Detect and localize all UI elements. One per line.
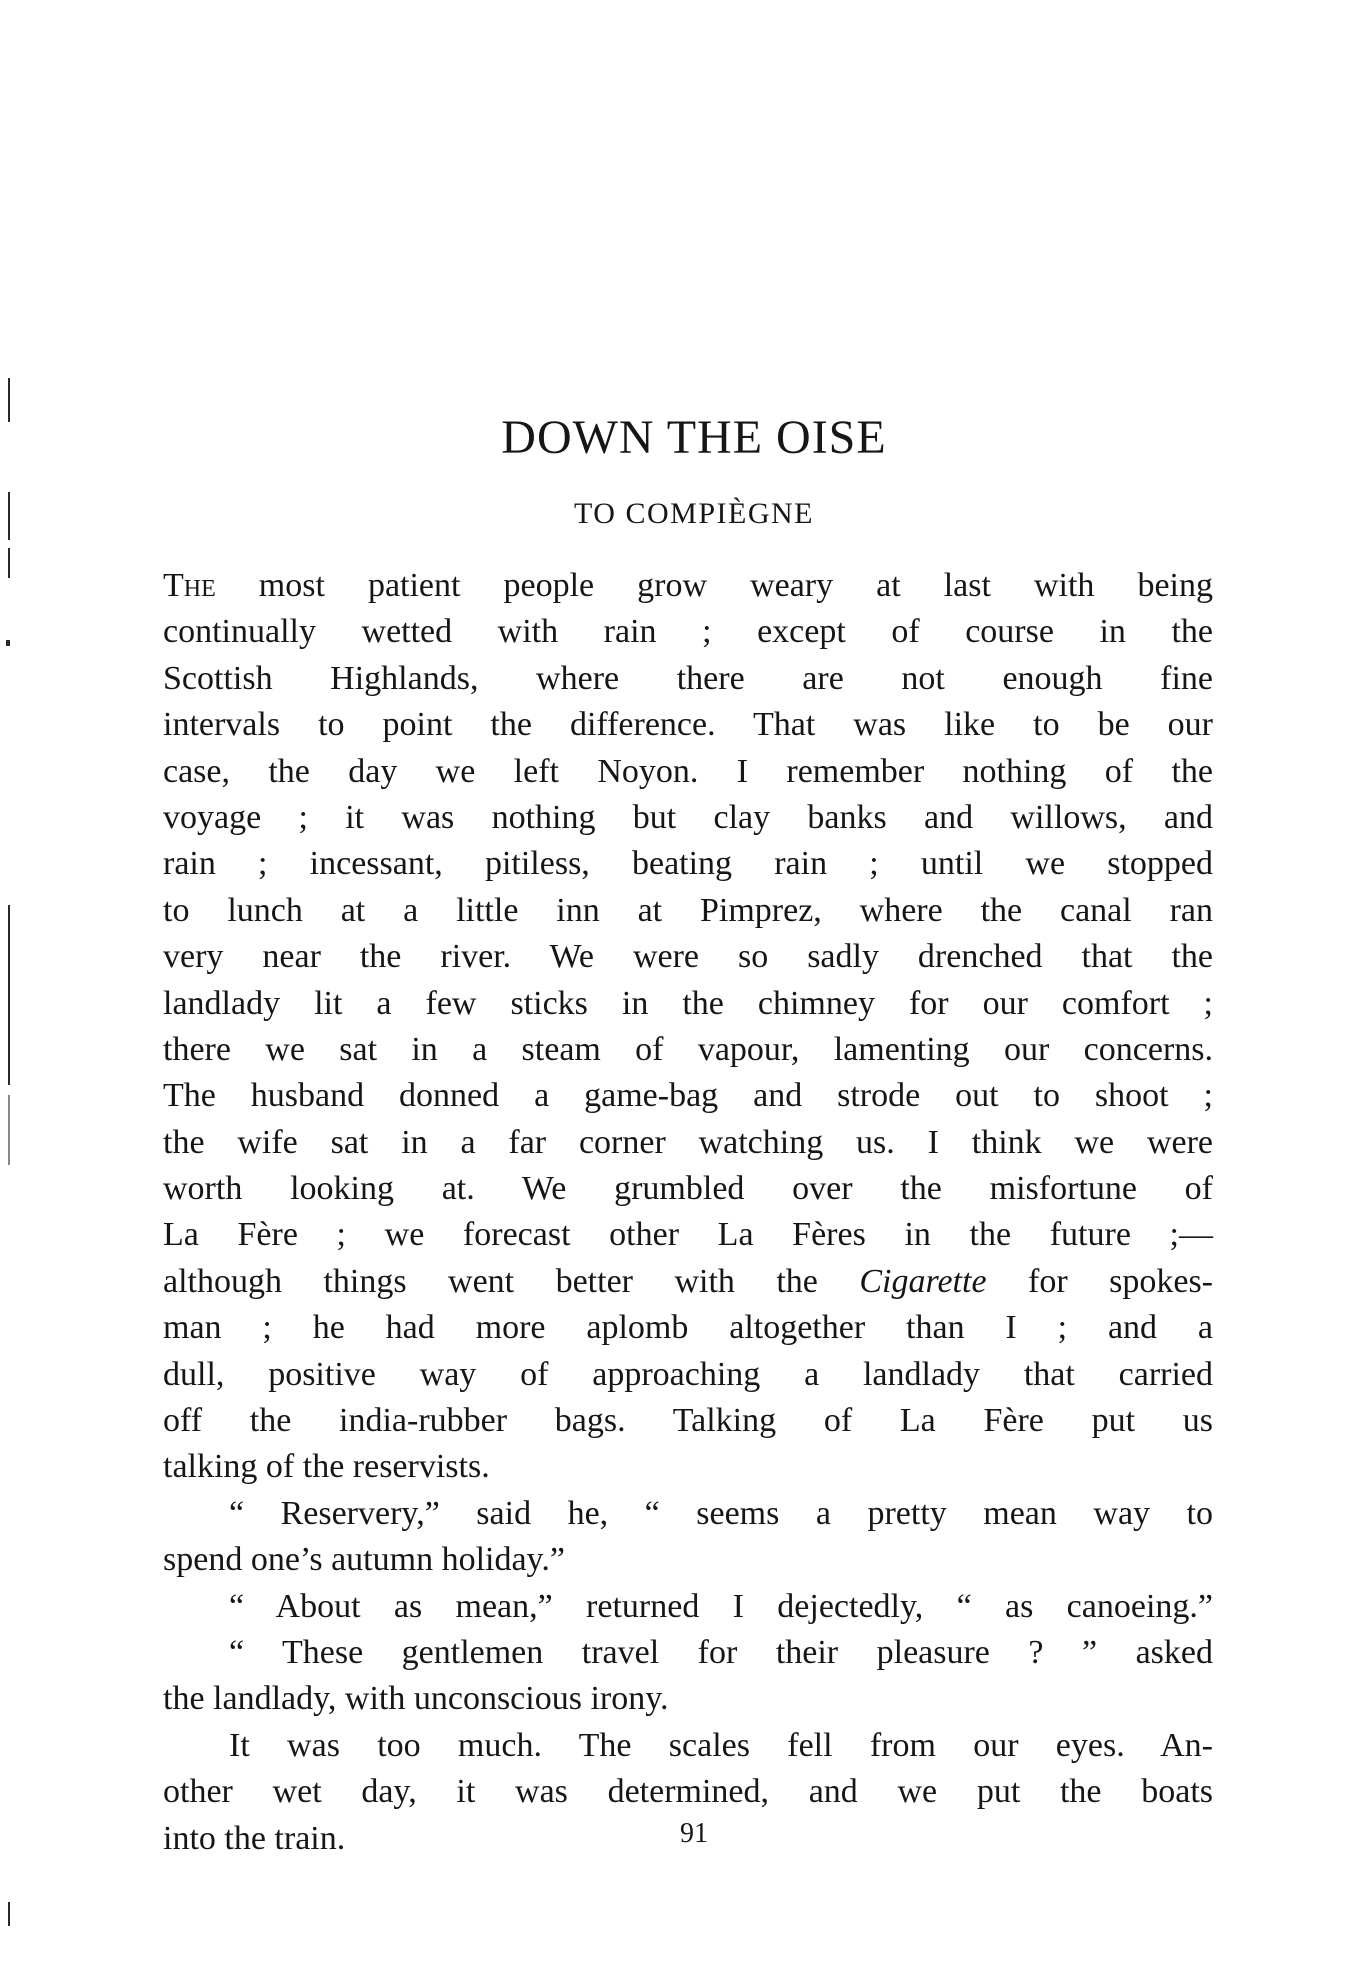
text-line: continually wetted with rain ; except of course in the [163, 613, 1213, 651]
text-line: into the train. [163, 1819, 346, 1857]
text-line: dull, positive way of approaching a landlady that carried [163, 1355, 1213, 1393]
margin-scan-mark [8, 905, 10, 1085]
text-line: The husband donned a game-bag and strode out to shoot ; [163, 1077, 1213, 1115]
text-line: La Fère ; we forecast other La Fères in the future ;— [163, 1216, 1213, 1254]
text-line: The most patient people grow weary at last with being [163, 567, 1213, 604]
chapter-body [163, 563, 1213, 1862]
text-line: worth looking at. We grumbled over the misfortune of [163, 1170, 1213, 1208]
italic-word: Cigarette [859, 1262, 987, 1300]
margin-scan-mark [8, 1902, 10, 1926]
text-line: rain ; incessant, pitiless, beating rain ; until we stopped [163, 845, 1213, 883]
text-line: to lunch at a little inn at Pimprez, where the canal ran [163, 891, 1213, 929]
text-line: other wet day, it was determined, and we put the boats [163, 1773, 1213, 1811]
dialogue-line: “ About as mean,” returned I dejectedly, “ as canoeing.” [229, 1587, 1213, 1625]
chapter-title: DOWN THE OISE [501, 411, 887, 464]
text-line: voyage ; it was nothing but clay banks and willows, and [163, 798, 1213, 836]
text-line: although things went better with the Cigarette for spokes- [163, 1262, 1213, 1300]
dialogue-line: spend one’s autumn holiday.” [163, 1541, 565, 1579]
text-line: Scottish Highlands, where there are not enough fine [163, 659, 1213, 697]
text-line: It was too much. The scales fell from our eyes. An- [229, 1726, 1213, 1764]
chapter-subtitle: TO COMPIÈGNE [574, 497, 814, 530]
dialogue-line: the landlady, with unconscious irony. [163, 1680, 669, 1718]
margin-scan-mark [8, 1095, 10, 1165]
text-line: landlady lit a few sticks in the chimney for our comfort ; [163, 984, 1213, 1022]
text-line: the wife sat in a far corner watching us. I think we were [163, 1123, 1213, 1161]
page-number: 91 [680, 1818, 708, 1849]
text-line: man ; he had more aplomb altogether than I ; and a [163, 1309, 1213, 1347]
text-line: off the india-rubber bags. Talking of La Fère put us [163, 1402, 1213, 1440]
margin-scan-mark [8, 548, 10, 578]
dialogue-line: “ These gentlemen travel for their pleasure ? ” asked [229, 1633, 1213, 1671]
text-line: talking of the reservists. [163, 1448, 490, 1486]
text-line: very near the river. We were so sadly drenched that the [163, 938, 1213, 976]
text-line: case, the day we left Noyon. I remember nothing of the [163, 752, 1213, 790]
text-line: there we sat in a steam of vapour, lamenting our concerns. [163, 1030, 1213, 1068]
margin-scan-mark [6, 640, 10, 646]
dialogue-line: “ Reservery,” said he, “ seems a pretty mean way to [229, 1494, 1213, 1532]
lead-word: The [163, 567, 216, 604]
text-line: intervals to point the difference. That was like to be our [163, 706, 1213, 744]
